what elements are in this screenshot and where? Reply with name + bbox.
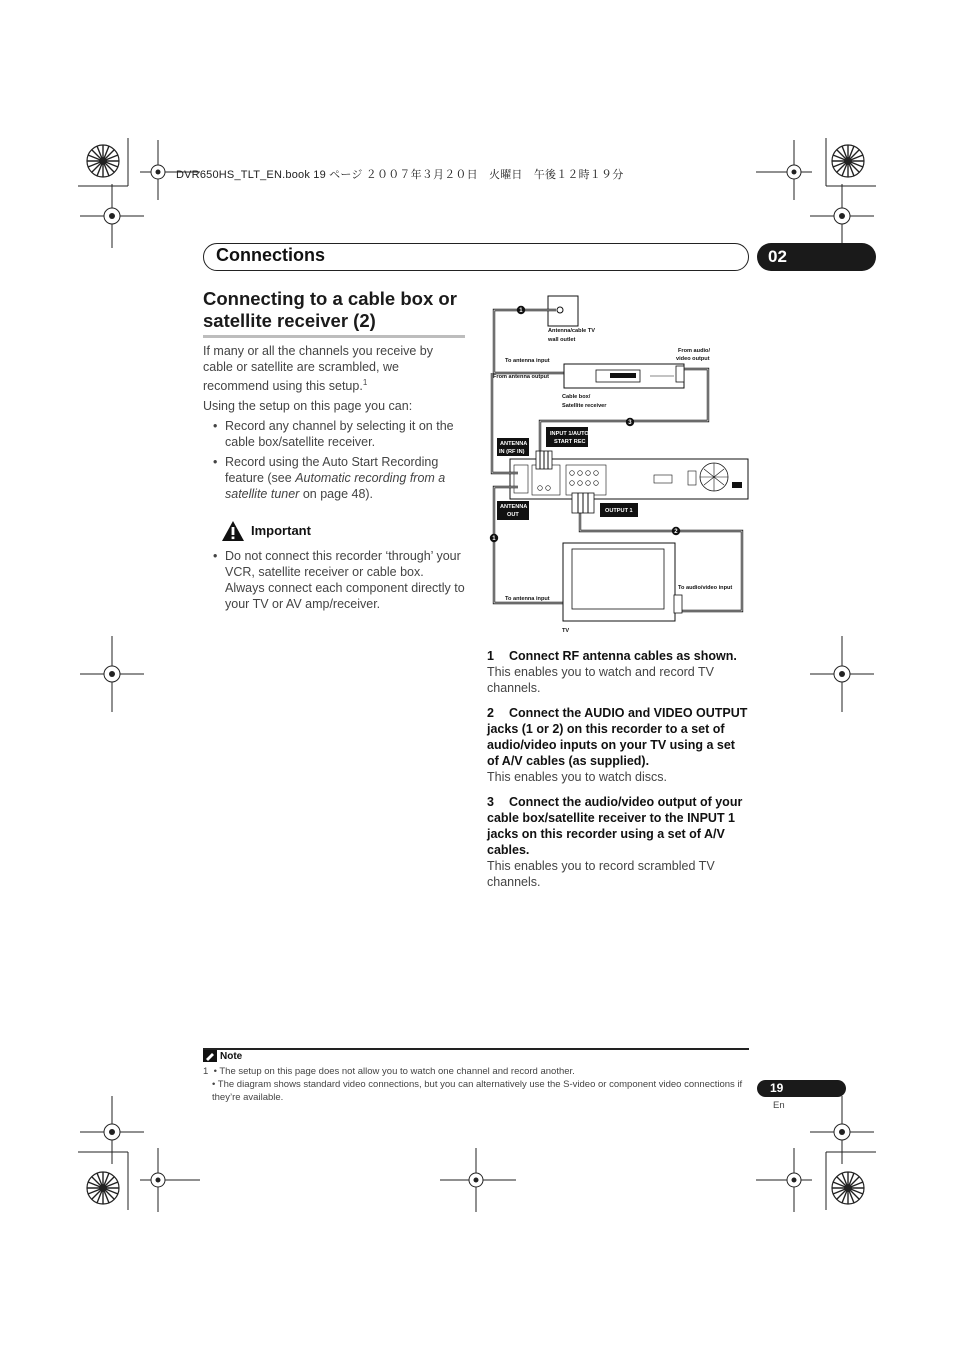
bullet-item (203, 454, 465, 502)
important-item (203, 548, 465, 612)
page-language: En (773, 1100, 785, 1111)
step-heading: Connect the AUDIO and VIDEO OUTPUT jacks (1 or 2) on this recorder to a set of audio/video inputs on your TV using a set of A/V cables (as supplied). (487, 706, 748, 768)
step-number: 2 (487, 706, 494, 720)
chapter-title: Connections (216, 245, 326, 265)
heading-rule (203, 335, 465, 338)
step-2-title (487, 705, 749, 769)
section-heading: Connecting to a cable box or satellite receiver (2) (203, 288, 457, 331)
note-number: 1 (203, 1066, 209, 1077)
bullet-text-end: on page 48). (299, 487, 374, 502)
bullet-dot: • (213, 455, 218, 470)
note-heading (203, 1050, 242, 1062)
note-line-2: • The diagram shows standard video connections, but you can alternatively use the S-video or component video connections if they’re available. (212, 1079, 743, 1103)
chapter-number: 02 (757, 243, 876, 271)
input1-label-2: START REC (554, 439, 586, 445)
step-number: 3 (487, 795, 494, 809)
bullet-dot: • (213, 419, 218, 434)
note-icon (203, 1050, 217, 1062)
steps-column (487, 648, 749, 899)
antenna-in-label-1: ANTENNA (500, 441, 528, 447)
intro-paragraph (203, 343, 465, 394)
svg-text:1: 1 (492, 536, 496, 543)
connection-diagram (488, 293, 750, 638)
output1-label: OUTPUT 1 (605, 508, 633, 514)
bullet-text: Record using the Auto Start Recording feature (see (225, 455, 439, 486)
wall-outlet-label-2: wall outlet (548, 337, 576, 343)
cable-box-label-2: Satellite receiver (562, 403, 607, 409)
input1-label-1: INPUT 1/AUTO (550, 431, 589, 437)
tv-screen (572, 549, 664, 609)
svg-text:3: 3 (628, 420, 632, 427)
using-line: Using the setup on this page you can: (203, 399, 413, 414)
bullet-text: Record any channel by selecting it on the cable box/satellite receiver. (225, 419, 454, 450)
antenna-out-label-2: OUT (507, 512, 519, 518)
from-antenna-output-label: From antenna output (493, 374, 549, 380)
antenna-out-label-1: ANTENNA (500, 504, 528, 510)
cable-box-label-1: Cable box/ (562, 394, 591, 400)
important-text: Do not connect this recorder ‘through’ your VCR, satellite receiver or cable box. Always connect each component directly to your TV or AV amp/receiver. (225, 549, 465, 612)
intro-text: If many or all the channels you receive by cable or satellite are scrambled, we recommend using this setup. (203, 344, 433, 394)
book-info: DVR650HS_TLT_EN.book 19 ページ ２００７年３月２０日 火曜日 午後１２時１９分 (176, 169, 624, 181)
step-1-title (487, 648, 749, 664)
left-column (203, 343, 465, 616)
from-av-output-label-1: From audio/ (678, 348, 711, 354)
from-av-output-label-2: video output (676, 356, 710, 362)
tv-label: TV (562, 628, 570, 634)
step-3-title (487, 794, 749, 858)
bullet-item (203, 418, 465, 450)
to-antenna-input-label: To antenna input (505, 358, 550, 364)
note-ref: 1 (362, 378, 368, 387)
warning-icon (221, 520, 245, 542)
note-rule (203, 1048, 749, 1050)
step-2-body: This enables you to watch discs. (487, 770, 667, 784)
step-heading: Connect the audio/video output of your cable box/satellite receiver to the INPUT 1 jacks on this recorder using a set of A/V cables. (487, 795, 743, 857)
wall-outlet-label-1: Antenna/cable TV (548, 328, 595, 334)
antenna-in-label-2: IN (RF IN) (499, 449, 525, 455)
to-av-input-label: To audio/video input (678, 585, 733, 591)
svg-text:2: 2 (674, 529, 678, 536)
note-label: Note (220, 1050, 243, 1062)
tv-antenna-input-label: To antenna input (505, 596, 550, 602)
step-1-body: This enables you to watch and record TV channels. (487, 665, 714, 695)
cross-reference: Automatic recording from a satellite tuner (225, 471, 446, 502)
note-text: • The setup on this page does not allow you to watch one channel and record another. (213, 1066, 575, 1077)
notes (203, 1065, 751, 1104)
page-number: 19 (757, 1080, 846, 1097)
step-heading: Connect RF antenna cables as shown. (509, 649, 737, 663)
bullet-dot: • (213, 549, 218, 564)
important-heading (221, 520, 465, 542)
note-line-1 (203, 1065, 751, 1078)
svg-text:1: 1 (519, 308, 523, 315)
step-3-body: This enables you to record scrambled TV channels. (487, 859, 715, 889)
important-title: Important (251, 523, 311, 539)
step-number: 1 (487, 649, 494, 663)
